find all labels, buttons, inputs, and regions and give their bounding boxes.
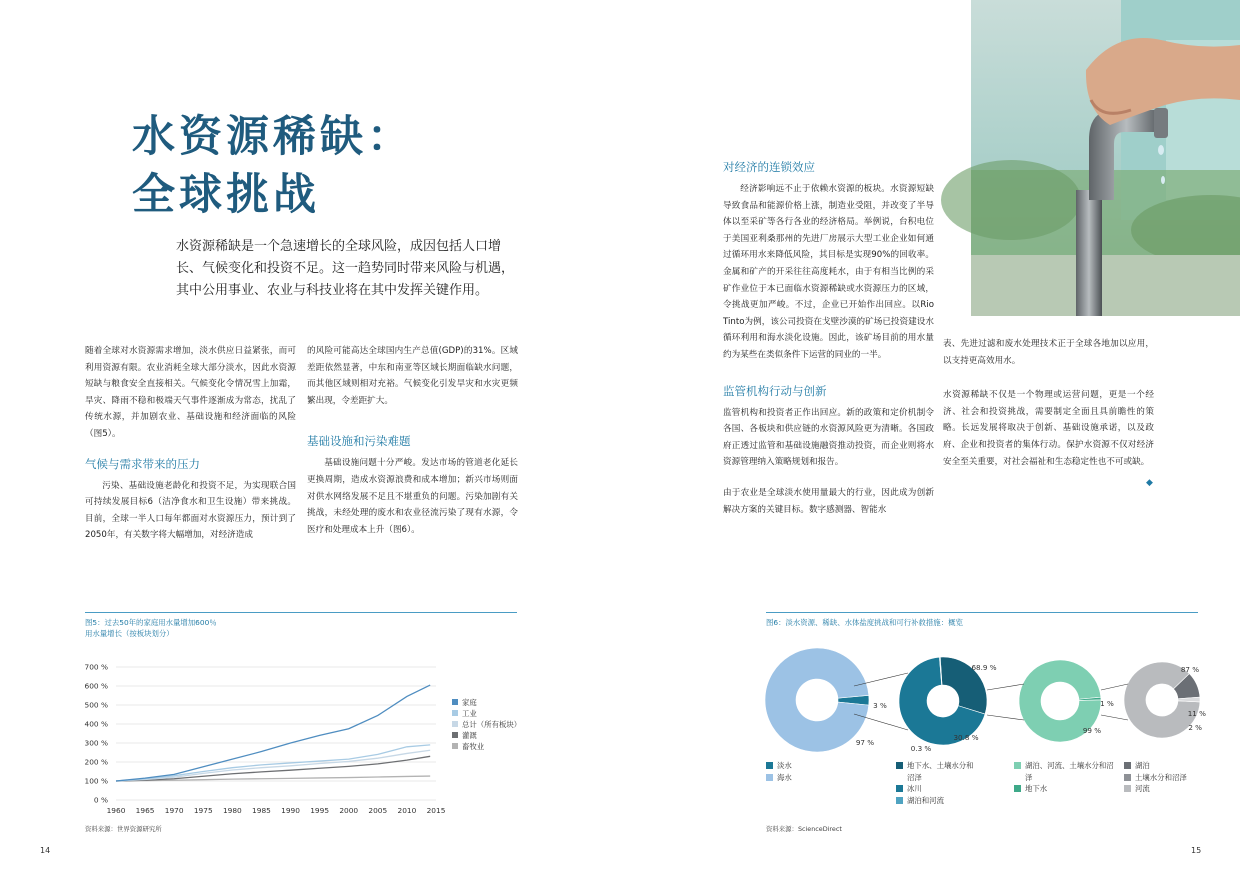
- x-tick-label: 2005: [368, 806, 388, 815]
- legend-label: 土壤水分和沼泽: [1135, 772, 1187, 782]
- fig6-caption: 图6：淡水资源、稀缺、水体盐度挑战和可行补救措施：概览: [766, 618, 963, 627]
- donut-hole: [927, 685, 959, 717]
- legend-item: [896, 760, 1016, 783]
- legend-item: [896, 783, 1016, 795]
- legend-label: 家庭: [462, 698, 477, 707]
- legend-swatch: [1124, 774, 1131, 781]
- col2-paragraph-1: 的风险可能高达全球国内生产总值(GDP)的31%。区域差距依然显著，中东和南亚等区域长期面临缺水问题，而其他区域则相对充裕。气候变化引发旱灾和水灾更频繁出现，令差距扩大。: [307, 346, 518, 406]
- col1-paragraph-1: 随着全球对水资源需求增加，淡水供应日益紧张，而可利用资源有限。农业消耗全球大部分淡水，因此水资源短缺与粮食安全直接相关。气候变化令情况雪上加霜，旱灾、降雨不稳和极端天气事件逐渐成为常态，扰乱了传统水源，并加剧农业、基础设施和经济面临的风险（图5）。: [85, 346, 296, 439]
- legend-label: 灌溉: [462, 731, 477, 740]
- legend-label: 地下水、土壤水分和沼泽: [907, 761, 974, 782]
- data-label: 0.3 %: [910, 744, 932, 753]
- connector-line: [987, 715, 1024, 720]
- data-label: 2 %: [1188, 723, 1202, 732]
- y-tick-label: 0 %: [93, 795, 108, 805]
- x-tick-label: 1985: [252, 806, 271, 815]
- legend-label: 地下水: [1025, 784, 1048, 793]
- legend-label: 淡水: [777, 761, 792, 770]
- data-label: 30.8 %: [953, 733, 979, 742]
- data-label: 97 %: [855, 738, 875, 747]
- legend-swatch: [452, 710, 458, 716]
- col3-heading-1: 对经济的连锁效应: [723, 160, 815, 174]
- legend-label: 工业: [462, 709, 477, 718]
- page-title: [132, 108, 414, 224]
- legend-label: 畜牧业: [462, 742, 485, 751]
- fig5-title: 图5：过去50年的家庭用水量增加600％: [85, 618, 217, 627]
- y-tick-label: 300 %: [84, 738, 108, 748]
- legend-swatch: [1014, 785, 1021, 792]
- title-line-1: 水资源稀缺：: [132, 112, 414, 162]
- legend-swatch: [896, 797, 903, 804]
- fig6-rule: [766, 612, 1198, 613]
- y-tick-label: 500 %: [84, 700, 108, 710]
- x-tick-label: 1960: [106, 806, 126, 815]
- legend-swatch: [1014, 762, 1021, 769]
- data-label: 1 %: [1100, 699, 1114, 708]
- fig6-legend-group-3: [1014, 760, 1124, 795]
- col2-paragraph-2: 基础设施问题十分严峻。发达市场的管道老化延长更换周期，造成水资源浪费和成本增加；新兴市场则面对供水网络发展不足且不堪重负的问题。污染加剧有关挑战，未经处理的废水和农业径流污染了现有水源，令医疗和处理成本上升（图6）。: [307, 458, 518, 535]
- line-chart-fig5: [80, 655, 520, 820]
- fig5-caption: [85, 617, 517, 639]
- x-tick-label: 2000: [339, 806, 359, 815]
- fig6-legend-group-2: [896, 760, 1016, 806]
- col3-paragraph-1: 经济影响远不止于依赖水资源的板块。水资源短缺导致食品和能源价格上涨，制造业受阻，并改变了半导体以至采矿等各行各业的经济格局。举例说，台积电位于美国亚利桑那州的先进厂房展示大型工业企业如何通过循环用水来降低风险，其目标是实现90%的回收率。金属和矿产的开采往往高度耗水，由于有相当比例的采矿作业位于本已面临水资源稀缺或水资源压力的区域，令挑战更加严峻。不过，企业已开始作出回应。以Rio Tinto为例，该公司投资在戈壁沙漠的矿场已投资建设水循环利用和海水淡化设施。因此，该矿场目前的用水量约为某些在类似条件下运营的同业的一半。: [723, 184, 934, 360]
- legend-swatch: [896, 785, 903, 792]
- legend-swatch: [1124, 785, 1131, 792]
- legend-item: [1014, 760, 1124, 783]
- pie-chart-fig6: [762, 640, 1206, 760]
- fig6-source: 资料来源：ScienceDirect: [766, 825, 842, 833]
- data-label: 11 %: [1187, 709, 1206, 718]
- column-4: [943, 336, 1154, 470]
- col1-heading: 气候与需求带来的压力: [85, 456, 200, 471]
- legend-swatch: [452, 743, 458, 749]
- legend-item: [896, 795, 1016, 807]
- title-line-2: 全球挑战: [132, 170, 320, 220]
- fig6-legend: [766, 760, 1206, 810]
- x-tick-label: 2010: [397, 806, 417, 815]
- donut-hole: [1041, 682, 1079, 720]
- fig5-rule: [85, 612, 517, 613]
- legend-label: 河流: [1135, 784, 1150, 793]
- end-mark-icon: ◆: [1146, 478, 1153, 488]
- legend-label: 湖泊和河流: [907, 795, 944, 805]
- x-tick-label: 1965: [135, 806, 155, 815]
- legend-swatch: [1124, 762, 1131, 769]
- legend-swatch: [452, 721, 458, 727]
- legend-swatch: [766, 774, 773, 781]
- legend-item: [1124, 783, 1214, 795]
- x-tick-label: 1990: [281, 806, 300, 815]
- x-tick-label: 2015: [426, 806, 446, 815]
- col3-paragraph-3: 由于农业是全球淡水使用量最大的行业，因此成为创新解决方案的关键目标。数字感测器、智能水: [723, 487, 934, 515]
- legend-label: 冰川: [907, 784, 922, 793]
- column-3: [723, 160, 934, 518]
- fig5-subtitle: 用水量增长（按板块划分）: [85, 629, 174, 638]
- data-label: 99 %: [1082, 726, 1102, 735]
- column-2: [307, 343, 518, 538]
- fig6-legend-group-4: [1124, 760, 1214, 795]
- column-1: [85, 343, 296, 544]
- col3-heading-2: 监管机构行动与创新: [723, 383, 827, 398]
- y-tick-label: 700 %: [84, 662, 108, 672]
- y-tick-label: 100 %: [84, 776, 108, 786]
- page-number-left: 14: [40, 846, 51, 855]
- legend-item: [1124, 760, 1214, 772]
- connector-line: [1101, 715, 1128, 720]
- legend-swatch: [896, 762, 903, 769]
- donut-hole: [1146, 684, 1178, 716]
- x-tick-label: 1970: [164, 806, 184, 815]
- legend-item: [766, 760, 886, 772]
- legend-item: [1014, 783, 1124, 795]
- col3-paragraph-2: 监管机构和投资者正作出回应。新的政策和定价机制令各国、各板块和供应链的水资源风险更为清晰。各国政府正透过监管和基础设施融资推动投资，而企业则将水资源管理纳入策略规划和报告。: [723, 407, 934, 468]
- page-number-right: 15: [1191, 846, 1202, 855]
- y-tick-label: 600 %: [84, 681, 108, 691]
- connector-line: [1101, 684, 1128, 690]
- connector-line: [987, 684, 1024, 690]
- donut-hole: [796, 679, 838, 721]
- data-label: 68.9 %: [971, 663, 997, 672]
- x-tick-label: 1980: [222, 806, 242, 815]
- legend-label: 海水: [777, 772, 792, 782]
- legend-swatch: [766, 762, 773, 769]
- data-label: 87 %: [1180, 665, 1200, 674]
- x-tick-label: 1975: [193, 806, 213, 815]
- col4-paragraph-2: 水资源稀缺不仅是一个物理或运营问题，更是一个经济、社会和投资挑战，需要制定全面且具前瞻性的策略。长远发展将取决于创新、基础设施承诺，以及政府、企业和投资者的集体行动。保护水资源不仅对经济安全至关重要，对社会福祉和生态稳定性也不可或缺。: [943, 390, 1154, 467]
- legend-label: 总计（所有板块）: [462, 720, 522, 729]
- legend-label: 湖泊: [1135, 761, 1150, 770]
- lead-paragraph: 水资源稀缺是一个急速增长的全球风险，成因包括人口增长、气候变化和投资不足。这一趋势同时带来风险与机遇，其中公用事业、农业与科技业将在其中发挥关键作用。: [176, 239, 515, 298]
- col4-paragraph-1: 表、先进过滤和废水处理技术正于全球各地加以应用，以支持更高效用水。: [943, 339, 1154, 366]
- fig5-source: 资料来源：世界资源研究所: [85, 825, 162, 833]
- legend-item: [1124, 772, 1214, 784]
- fig6-legend-group-1: [766, 760, 886, 783]
- legend-item: [766, 772, 886, 784]
- x-tick-label: 1995: [310, 806, 330, 815]
- faucet-photo: [971, 0, 1240, 316]
- data-label: 3 %: [873, 701, 887, 710]
- col2-heading: 基础设施和污染难题: [307, 434, 411, 449]
- y-tick-label: 200 %: [84, 757, 108, 767]
- legend-swatch: [452, 699, 458, 705]
- y-tick-label: 400 %: [84, 719, 108, 729]
- legend-swatch: [452, 732, 458, 738]
- col1-paragraph-2: 污染、基础设施老龄化和投资不足，为实现联合国可持续发展目标6（洁净食水和卫生设施）带来挑战。目前，全球一半人口每年都面对水资源压力，预计到了2050年，有关数字将大幅增加，对经济造成: [85, 480, 296, 541]
- legend-label: 湖泊、河流、土壤水分和沼泽: [1025, 761, 1114, 782]
